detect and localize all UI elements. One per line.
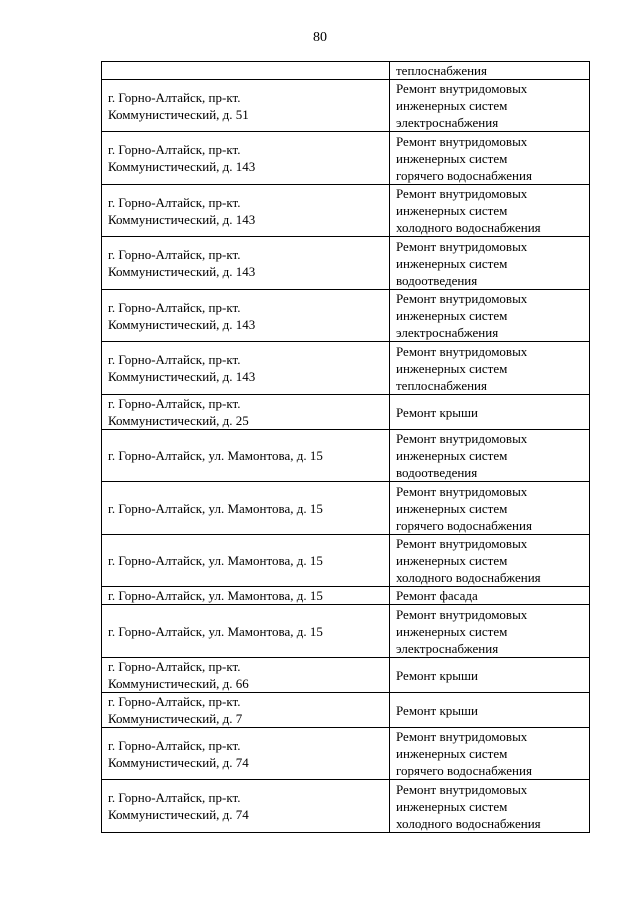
table-row [102, 728, 590, 780]
page-number: 80 [313, 30, 327, 45]
address-cell: г. Горно-Алтайск, ул. Мамонтова, д. 15 [102, 430, 390, 482]
work-type-cell: Ремонт внутридомовых инженерных систем теплоснабжения [390, 342, 590, 395]
address-cell: г. Горно-Алтайск, пр-кт. Коммунистический, д. 25 [102, 395, 390, 430]
table-row [102, 132, 590, 185]
address-cell: г. Горно-Алтайск, пр-кт. Коммунистический, д. 143 [102, 237, 390, 290]
address-cell: г. Горно-Алтайск, пр-кт. Коммунистический, д. 51 [102, 80, 390, 132]
address-cell: г. Горно-Алтайск, ул. Мамонтова, д. 15 [102, 605, 390, 658]
table-row [102, 587, 590, 605]
address-cell [102, 62, 390, 80]
work-type-cell: Ремонт крыши [390, 693, 590, 728]
work-type-cell: Ремонт крыши [390, 395, 590, 430]
table-row [102, 62, 590, 80]
repair-table [101, 61, 590, 833]
work-type-cell: Ремонт внутридомовых инженерных систем электроснабжения [390, 605, 590, 658]
address-cell: г. Горно-Алтайск, пр-кт. Коммунистический, д. 143 [102, 185, 390, 237]
table-body [102, 62, 590, 833]
work-type-cell: Ремонт внутридомовых инженерных систем электроснабжения [390, 290, 590, 342]
work-type-cell: Ремонт внутридомовых инженерных систем горячего водоснабжения [390, 132, 590, 185]
address-cell: г. Горно-Алтайск, пр-кт. Коммунистический, д. 74 [102, 728, 390, 780]
address-cell: г. Горно-Алтайск, ул. Мамонтова, д. 15 [102, 482, 390, 535]
address-cell: г. Горно-Алтайск, пр-кт. Коммунистический, д. 143 [102, 132, 390, 185]
address-cell: г. Горно-Алтайск, пр-кт. Коммунистический, д. 143 [102, 290, 390, 342]
work-type-cell: теплоснабжения [390, 62, 590, 80]
table-row [102, 80, 590, 132]
work-type-cell: Ремонт внутридомовых инженерных систем холодного водоснабжения [390, 780, 590, 833]
work-type-cell: Ремонт внутридомовых инженерных систем горячего водоснабжения [390, 482, 590, 535]
table-row [102, 430, 590, 482]
work-type-cell: Ремонт внутридомовых инженерных систем водоотведения [390, 237, 590, 290]
work-type-cell: Ремонт внутридомовых инженерных систем электроснабжения [390, 80, 590, 132]
table-row [102, 780, 590, 833]
table-row [102, 658, 590, 693]
table-row [102, 185, 590, 237]
work-type-cell: Ремонт внутридомовых инженерных систем горячего водоснабжения [390, 728, 590, 780]
table-row [102, 693, 590, 728]
table-row [102, 290, 590, 342]
address-cell: г. Горно-Алтайск, ул. Мамонтова, д. 15 [102, 535, 390, 587]
table-row [102, 342, 590, 395]
table-row [102, 395, 590, 430]
work-type-cell: Ремонт фасада [390, 587, 590, 605]
address-cell: г. Горно-Алтайск, пр-кт. Коммунистический, д. 143 [102, 342, 390, 395]
address-cell: г. Горно-Алтайск, ул. Мамонтова, д. 15 [102, 587, 390, 605]
work-type-cell: Ремонт крыши [390, 658, 590, 693]
address-cell: г. Горно-Алтайск, пр-кт. Коммунистический, д. 74 [102, 780, 390, 833]
table-row [102, 482, 590, 535]
table-row [102, 237, 590, 290]
table-row [102, 535, 590, 587]
table-row [102, 605, 590, 658]
address-cell: г. Горно-Алтайск, пр-кт. Коммунистический, д. 7 [102, 693, 390, 728]
work-type-cell: Ремонт внутридомовых инженерных систем холодного водоснабжения [390, 535, 590, 587]
address-cell: г. Горно-Алтайск, пр-кт. Коммунистический, д. 66 [102, 658, 390, 693]
work-type-cell: Ремонт внутридомовых инженерных систем холодного водоснабжения [390, 185, 590, 237]
work-type-cell: Ремонт внутридомовых инженерных систем водоотведения [390, 430, 590, 482]
